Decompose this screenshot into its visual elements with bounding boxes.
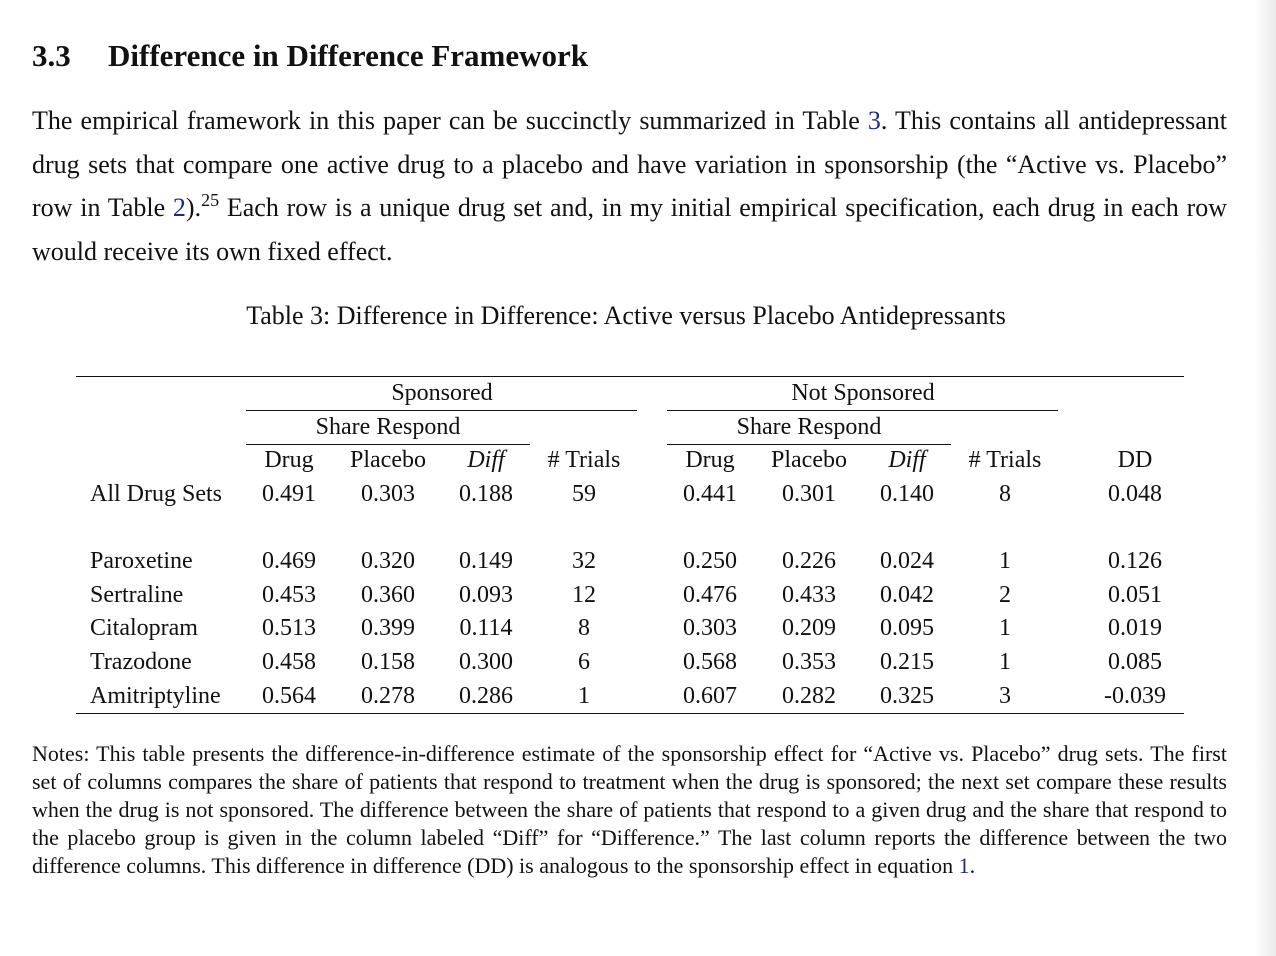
not-sponsored-group-rule (667, 410, 1058, 411)
table-cell: 0.250 (683, 548, 737, 574)
paragraph-text: The empirical framework in this paper can be succinctly summarized in Table (32, 106, 868, 135)
table-cell: 0.226 (782, 548, 836, 574)
section-heading (32, 38, 588, 74)
table-cell: 0.140 (880, 481, 934, 507)
sponsored-header: Sponsored (391, 380, 493, 406)
share-respond-header: Share Respond (736, 414, 882, 440)
table-cell: 0.042 (880, 582, 934, 608)
col-header-trials: # Trials (547, 447, 621, 473)
row-label: Trazodone (90, 649, 192, 675)
table-cell: 0.188 (459, 481, 513, 507)
table-cell: 2 (999, 582, 1011, 608)
row-label: Citalopram (90, 615, 198, 641)
table-cell: 0.114 (459, 615, 513, 641)
table-cell: 0.158 (361, 649, 415, 675)
table-cell: 0.320 (361, 548, 415, 574)
table-cell: 0.453 (262, 582, 316, 608)
table-cell: 0.149 (459, 548, 513, 574)
share-respond-header: Share Respond (315, 414, 461, 440)
col-header-dd: DD (1117, 447, 1153, 473)
table-cell: 0.433 (782, 582, 836, 608)
table-cell: 0.048 (1108, 481, 1162, 507)
section-title: Difference in Difference Framework (108, 38, 589, 73)
table-cell: 0.215 (880, 649, 934, 675)
table-cell: 1 (999, 615, 1011, 641)
table-cell: 0.051 (1108, 582, 1162, 608)
col-header-drug: Drug (264, 447, 314, 473)
table-cell: 3 (999, 683, 1011, 709)
table-cell: 0.607 (683, 683, 737, 709)
table-cell: 6 (578, 649, 590, 675)
table-cell: -0.039 (1104, 683, 1166, 709)
table-cell: 0.564 (262, 683, 316, 709)
table-cell: 0.353 (782, 649, 836, 675)
footnote-marker[interactable]: 25 (201, 190, 220, 211)
body-paragraph (32, 99, 1227, 274)
table-2-link[interactable]: 2 (172, 193, 186, 223)
table-cell: 0.303 (683, 615, 737, 641)
col-header-drug: Drug (685, 447, 735, 473)
table-cell: 1 (578, 683, 590, 709)
table-cell: 0.469 (262, 548, 316, 574)
table-cell: 59 (572, 481, 596, 507)
not-sponsored-share-rule (667, 444, 951, 445)
col-header-trials: # Trials (968, 447, 1042, 473)
table-cell: 0.399 (361, 615, 415, 641)
table-cell: 0.282 (782, 683, 836, 709)
table-cell: 0.085 (1108, 649, 1162, 675)
table-cell: 8 (999, 481, 1011, 507)
table-cell: 0.491 (262, 481, 316, 507)
table-cell: 0.209 (782, 615, 836, 641)
col-header-diff: Diff (467, 447, 505, 473)
table-cell: 0.300 (459, 649, 513, 675)
notes-text: Notes: This table presents the difference-in-difference estimate of the sponsorship effect for “Active vs. Placebo” drug sets. The first set of columns compares the share of patients that respond to treatment when the drug is sponsored; the next set compare these results when the drug is not sponsored. The difference between the share of patients that respond to a given drug and the share that respond to the placebo group is given in the column labeled “Diff” for “Difference.” The last column reports the difference between the two difference columns. This difference in difference (DD) is analogous to the sponsorship effect in equation (32, 741, 1227, 878)
table-cell: 0.476 (683, 582, 737, 608)
table-cell: 0.126 (1108, 548, 1162, 574)
notes-text: . (969, 853, 976, 878)
table-cell: 0.568 (683, 649, 737, 675)
table-cell: 1 (999, 548, 1011, 574)
paragraph-text: ). (185, 193, 202, 223)
row-label: Paroxetine (90, 548, 193, 574)
sponsored-group-rule (246, 410, 637, 411)
col-header-placebo: Placebo (350, 447, 426, 473)
sponsored-share-rule (246, 444, 530, 445)
table-cell: 0.325 (880, 683, 934, 709)
table-cell: 0.093 (459, 582, 513, 608)
table-cell: 0.019 (1108, 615, 1162, 641)
paragraph-text: . This contains all antidepressant drug sets that compare one active drug to a placebo and have variation in sponsorship (the “Active vs. Placebo” row in Table (32, 106, 1227, 223)
section-number: 3.3 (32, 38, 71, 73)
table-cell: 0.458 (262, 649, 316, 675)
table-cell: 0.024 (880, 548, 934, 574)
col-header-diff: Diff (888, 447, 926, 473)
table-cell: 0.301 (782, 481, 836, 507)
table-cell: 1 (999, 649, 1011, 675)
table-cell: 8 (578, 615, 590, 641)
row-label: All Drug Sets (90, 481, 222, 507)
equation-1-link[interactable]: 1 (958, 853, 970, 878)
table-cell: 12 (572, 582, 596, 608)
col-header-placebo: Placebo (771, 447, 847, 473)
paragraph-text: Each row is a unique drug set and, in my initial empirical specification, each drug in each row would receive its own fixed effect. (32, 193, 1227, 267)
table-cell: 0.286 (459, 683, 513, 709)
not-sponsored-header: Not Sponsored (791, 380, 935, 406)
table-cell: 0.278 (361, 683, 415, 709)
table-cell: 0.441 (683, 481, 737, 507)
table-3-link[interactable]: 3 (867, 106, 881, 135)
table-bottom-rule (76, 713, 1184, 714)
table-cell: 0.513 (262, 615, 316, 641)
row-label: Sertraline (90, 582, 184, 608)
table-cell: 0.360 (361, 582, 415, 608)
table-cell: 0.303 (361, 481, 415, 507)
row-label: Amitriptyline (90, 683, 221, 709)
page-edge-shadow (1254, 0, 1276, 956)
table-caption: Table 3: Difference in Difference: Active versus Placebo Antidepressants (246, 301, 1006, 330)
table-top-rule (76, 376, 1184, 377)
table-notes (32, 740, 1227, 880)
table-cell: 32 (572, 548, 596, 574)
table-cell: 0.095 (880, 615, 934, 641)
